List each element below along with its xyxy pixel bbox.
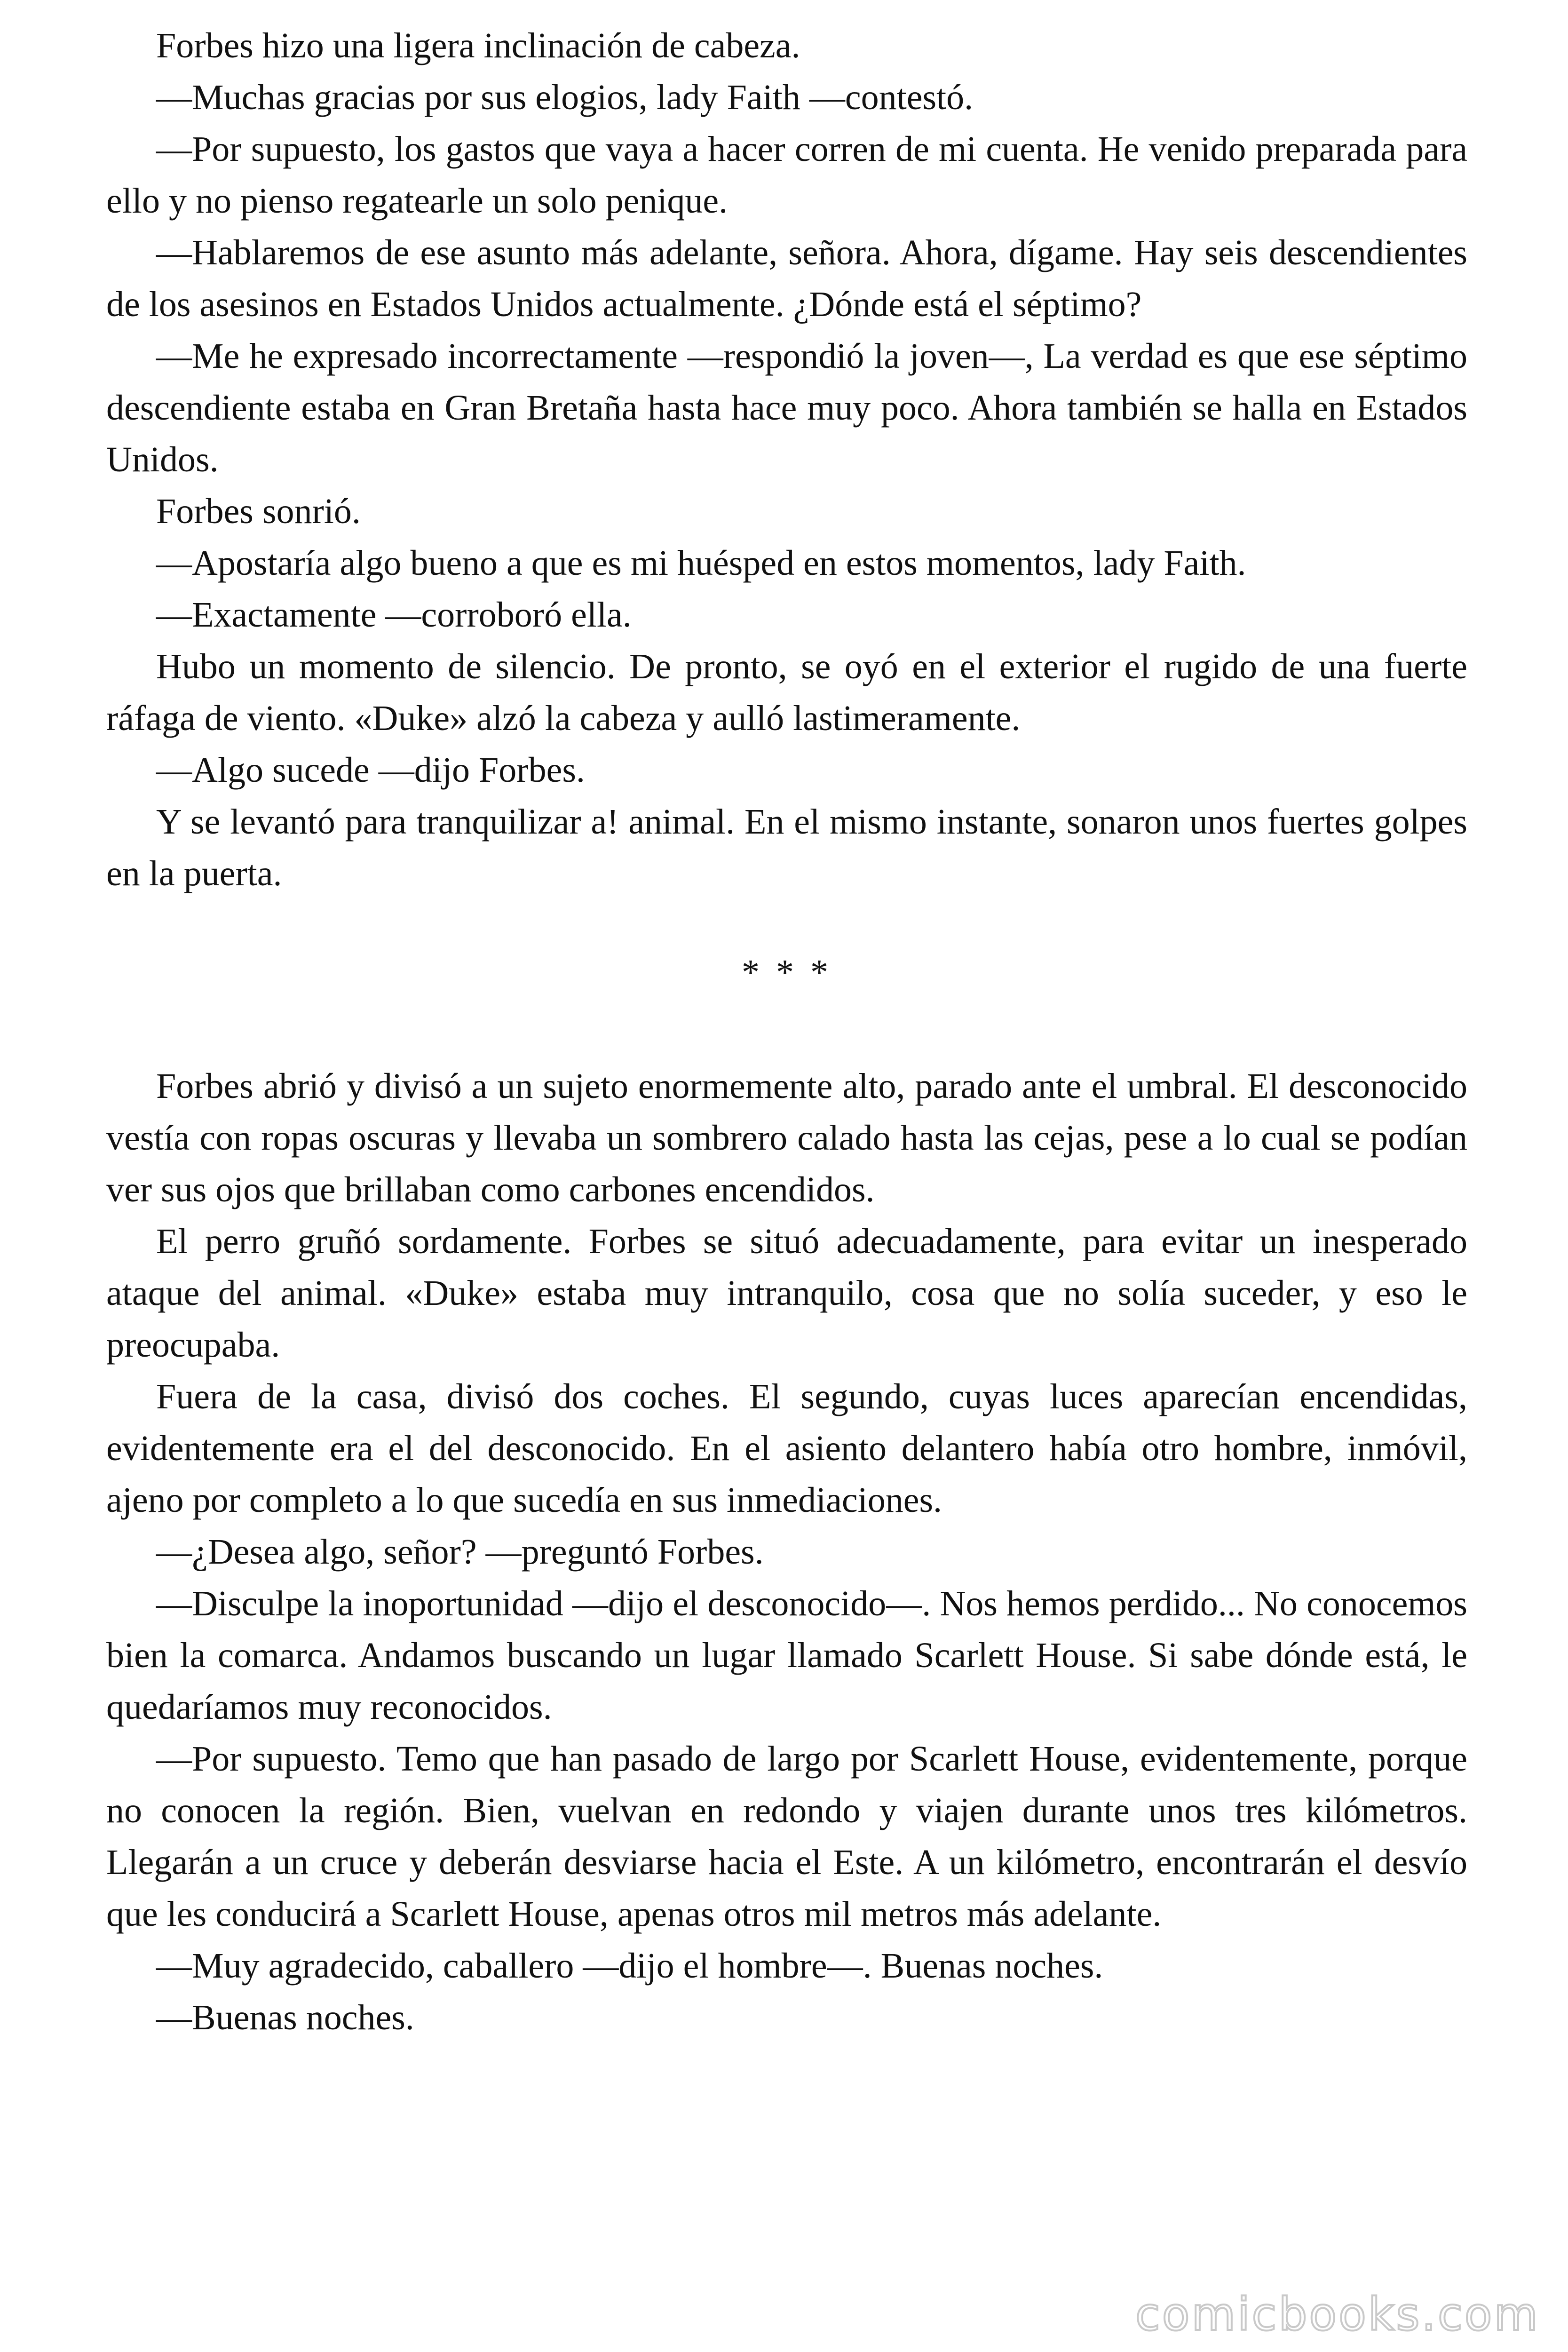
paragraph: —Exactamente —corroboró ella. — [156, 595, 632, 635]
paragraph: Forbes hizo una ligera inclinación de cabeza. — [156, 26, 800, 65]
paragraph: —Por supuesto. Temo que han pasado de largo por Scarlett House, evidentemente, porque no conocen la región. Bien, vuelvan en redondo y viajen durante unos tres kilómetros. Llegarán a un cruce y deberán desviarse hacia el Este. A un kilómetro, encontrarán el desvío que les conducirá a Scarlett House, apenas otros mil metros más adelante. — [106, 1739, 1467, 1934]
paragraph: —Buenas noches. — [156, 1998, 414, 2037]
paragraph: El perro gruñó sordamente. Forbes se situó adecuadamente, para evitar un inesperado ataque del animal. «Duke» estaba muy intranquilo, cosa que no solía suceder, y eso le preocupaba. — [106, 1222, 1467, 1365]
paragraph: —Me he expresado incorrectamente —respondió la joven—, La verdad es que ese séptimo descendiente estaba en Gran Bretaña hasta hace muy poco. Ahora también se halla en Estados Unidos. — [106, 336, 1467, 479]
paragraph: Forbes abrió y divisó a un sujeto enormemente alto, parado ante el umbral. El desconocido vestía con ropas oscuras y llevaba un sombrero calado hasta las cejas, pese a lo cual se podían ver sus ojos que brillaban como carbones encendidos. — [106, 1066, 1467, 1209]
paragraph: —Muy agradecido, caballero —dijo el hombre—. Buenas noches. — [156, 1946, 1103, 1986]
paragraph: —Disculpe la inoportunidad —dijo el desconocido—. Nos hemos perdido... No conocemos bien la comarca. Andamos buscando un lugar llamado Scarlett House. Si sabe dónde está, le quedaríamos muy reconocidos. — [106, 1584, 1467, 1727]
section-break: * * * — [742, 953, 832, 992]
watermark: comicbooks.com — [1135, 2288, 1540, 2341]
paragraph: Fuera de la casa, divisó dos coches. El segundo, cuyas luces aparecían encendidas, evidentemente era el del desconocido. En el asiento delantero había otro hombre, inmóvil, ajeno por completo a lo que sucedía en sus inmediaciones. — [106, 1377, 1467, 1520]
paragraph: —Algo sucede —dijo Forbes. — [156, 750, 585, 790]
paragraph: —Hablaremos de ese asunto más adelante, señora. Ahora, dígame. Hay seis descendientes de los asesinos en Estados Unidos actualmente. ¿Dónde está el séptimo? — [106, 233, 1467, 324]
paragraph: —Muchas gracias por sus elogios, lady Faith —contestó. — [156, 78, 974, 117]
paragraph: Hubo un momento de silencio. De pronto, se oyó en el exterior el rugido de una fuerte ráfaga de viento. «Duke» alzó la cabeza y aulló lastimeramente. — [106, 647, 1467, 738]
book-page — [106, 20, 1467, 2043]
paragraph: Forbes sonrió. — [156, 492, 361, 531]
paragraph: —Por supuesto, los gastos que vaya a hacer corren de mi cuenta. He venido preparada para ello y no pienso regatearle un solo penique. — [106, 129, 1467, 221]
paragraph: —¿Desea algo, señor? —preguntó Forbes. — [156, 1532, 764, 1572]
paragraph: —Apostaría algo bueno a que es mi huésped en estos momentos, lady Faith. — [156, 543, 1246, 583]
paragraph: Y se levantó para tranquilizar a! animal. En el mismo instante, sonaron unos fuertes golpes en la puerta. — [106, 802, 1467, 893]
